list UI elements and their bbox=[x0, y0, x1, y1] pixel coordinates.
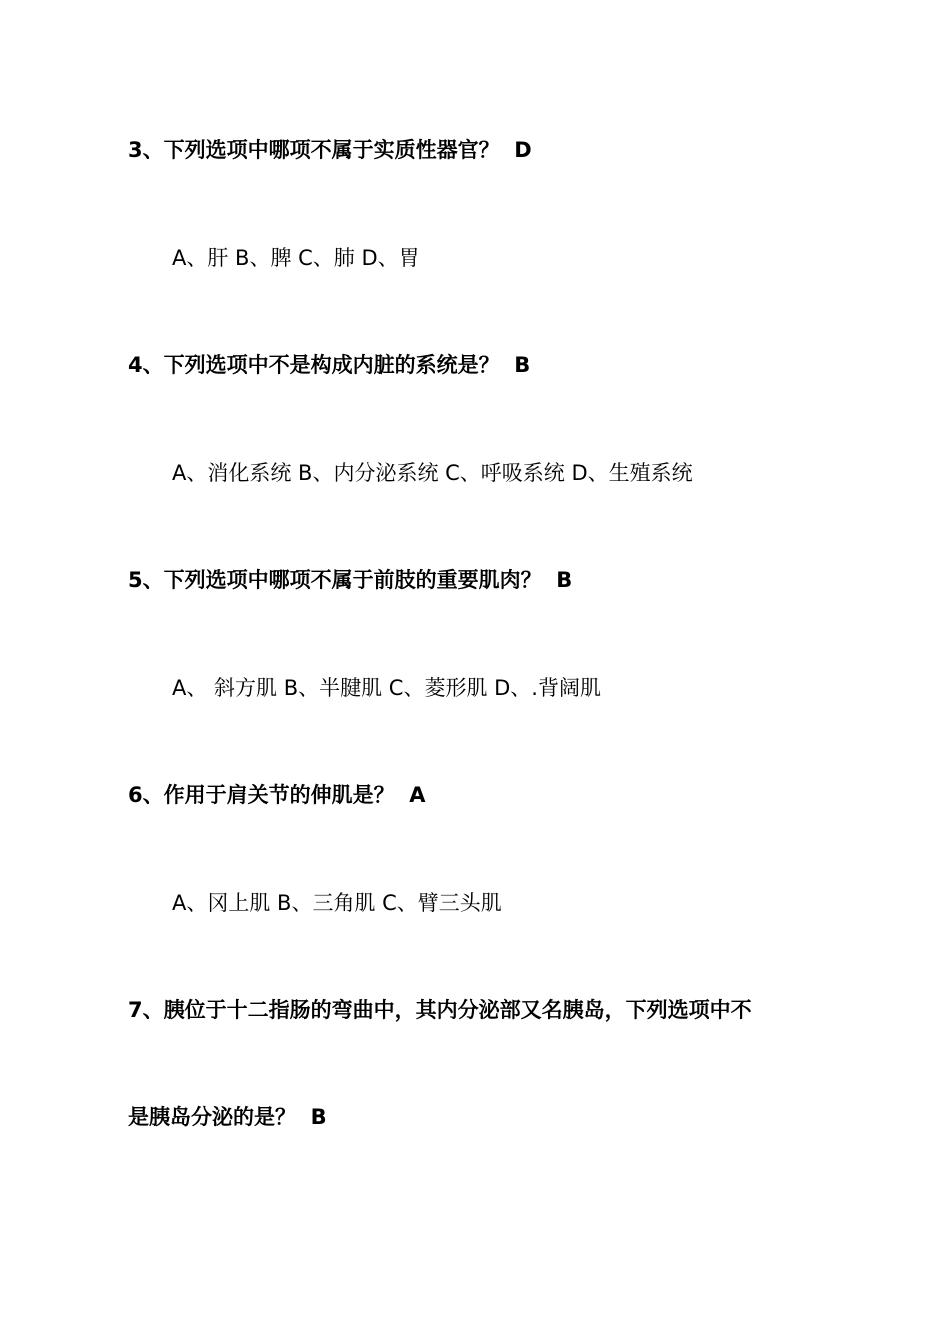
question-3: 3、下列选项中哪项不属于实质性器官？ D bbox=[128, 138, 532, 162]
question-4: 4、下列选项中不是构成内脏的系统是？ B bbox=[128, 353, 531, 377]
question-6-options: A、冈上肌 B、三角肌 C、臂三头肌 bbox=[172, 891, 502, 915]
question-6: 6、作用于肩关节的伸肌是？ A bbox=[128, 783, 426, 807]
question-5-options: A、 斜方肌 B、半腱肌 C、菱形肌 D、.背阔肌 bbox=[172, 676, 601, 700]
question-7-line-2: 是胰岛分泌的是？ B bbox=[128, 1105, 327, 1129]
question-3-options: A、肝 B、脾 C、肺 D、胃 bbox=[172, 246, 420, 270]
question-5: 5、下列选项中哪项不属于前肢的重要肌肉？ B bbox=[128, 568, 573, 592]
question-4-options: A、消化系统 B、内分泌系统 C、呼吸系统 D、生殖系统 bbox=[172, 461, 693, 485]
question-7-line-1: 7、胰位于十二指肠的弯曲中，其内分泌部又名胰岛，下列选项中不 bbox=[128, 998, 752, 1022]
